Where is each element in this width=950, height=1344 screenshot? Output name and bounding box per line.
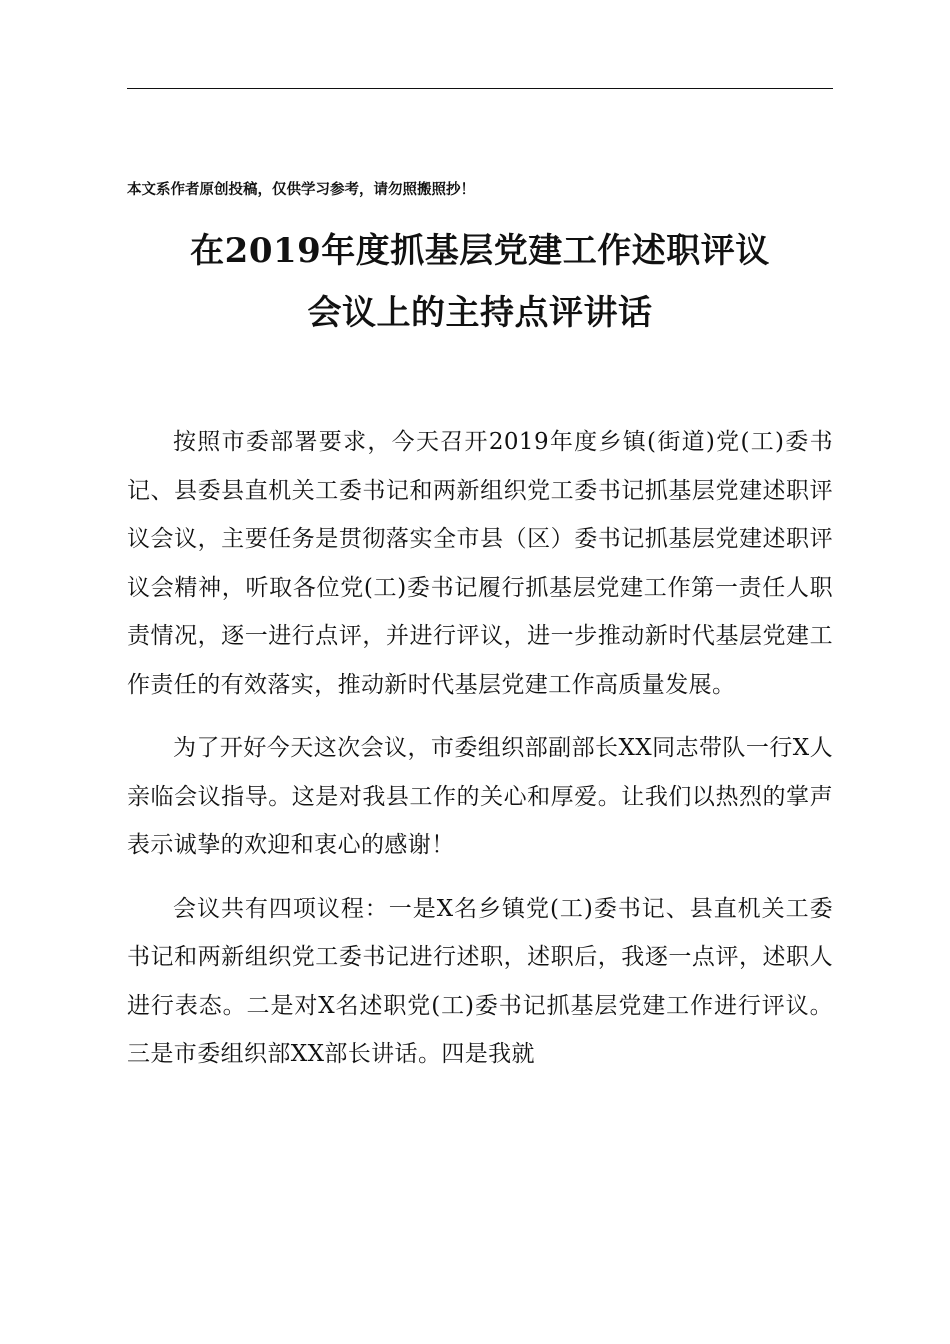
paragraph-1: 按照市委部署要求，今天召开2019年度乡镇(街道)党(工)委书记、县委县直机关工委书记和两新组织党工委书记抓基层党建述职评议会议，主要任务是贯彻落实全市县（区）委书记抓基层党建述职评议会精神，听取各位党(工)委书记履行抓基层党建工作第一责任人职责情况，逐一进行点评，并进行评议，进一步推动新时代基层党建工作责任的有效落实，推动新时代基层党建工作高质量发展。 bbox=[127, 429, 833, 698]
copyright-notice: 本文系作者原创投稿，仅供学习参考，请勿照搬照抄！ bbox=[127, 181, 475, 198]
header-rule bbox=[127, 88, 833, 89]
document-title bbox=[127, 220, 833, 344]
paragraph-3: 会议共有四项议程：一是X名乡镇党(工)委书记、县直机关工委书记和两新组织党工委书记进行述职，述职后，我逐一点评，述职人进行表态。二是对X名述职党(工)委书记抓基层党建工作进行评议。三是市委组织部XX部长讲话。四是我就 bbox=[127, 895, 833, 1067]
title-line-2: 会议上的主持点评讲话 bbox=[307, 293, 653, 333]
title-line-1: 在2019年度抓基层党建工作述职评议 bbox=[190, 231, 770, 271]
paragraph-2: 为了开好今天这次会议，市委组织部副部长XX同志带队一行X人亲临会议指导。这是对我县工作的关心和厚爱。让我们以热烈的掌声表示诚挚的欢迎和衷心的感谢！ bbox=[127, 735, 833, 858]
document-body bbox=[127, 418, 833, 1094]
